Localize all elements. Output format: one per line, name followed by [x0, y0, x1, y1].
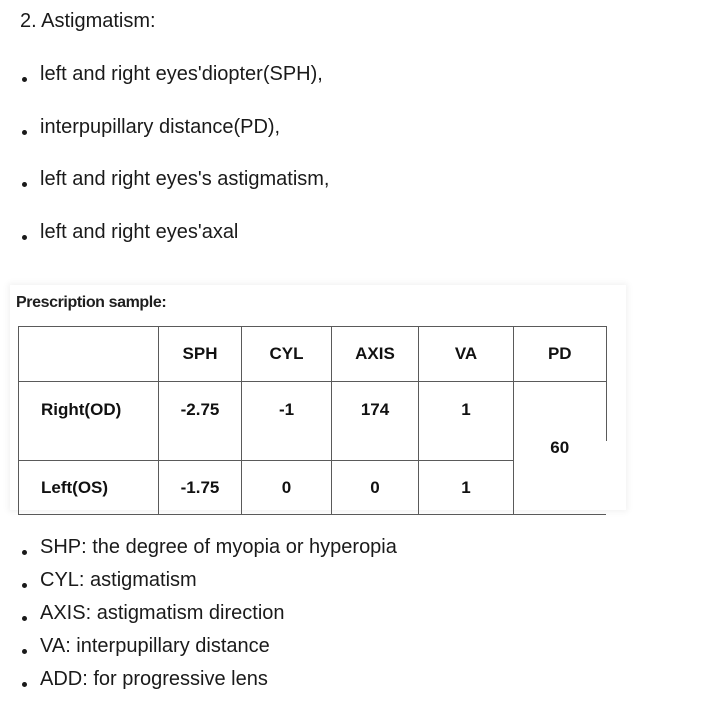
cell-pd: 60: [514, 382, 606, 515]
cell-cyl-right: -1: [242, 382, 332, 461]
table-row: [19, 382, 606, 461]
section-heading: 2. Astigmatism:: [20, 10, 156, 32]
legend-item-text: VA: interpupillary distance: [40, 635, 270, 657]
row-label-cell: [19, 461, 159, 515]
bullet-icon: [22, 550, 27, 555]
row-label-cell: [19, 382, 159, 461]
cell-sph-left: -1.75: [159, 461, 242, 515]
list-item-text: left and right eyes'diopter(SPH),: [40, 63, 323, 85]
header-cell-empty: [19, 327, 159, 382]
bullet-icon: [22, 77, 27, 82]
header-cell-sph: SPH: [159, 327, 242, 382]
bullet-icon: [22, 235, 27, 240]
header-cell-cyl: CYL: [242, 327, 332, 382]
legend-item: [22, 667, 397, 700]
legend-item: [22, 535, 397, 568]
cell-cyl-left: 0: [242, 461, 332, 515]
row-label-left: Left(OS): [41, 477, 109, 497]
bullet-icon: [22, 182, 27, 187]
legend-item: [22, 601, 397, 634]
legend-list: [22, 535, 397, 700]
header-cell-pd: PD: [514, 327, 606, 382]
legend-item: [22, 568, 397, 601]
bullet-icon: [22, 682, 27, 687]
table-header-row: [19, 327, 606, 382]
header-cell-va: VA: [419, 327, 514, 382]
bullet-icon: [22, 616, 27, 621]
bullet-icon: [22, 130, 27, 135]
cell-va-right: 1: [419, 382, 514, 461]
table-right-border: [606, 326, 607, 441]
requirements-list: [22, 62, 330, 272]
cell-axis-right: 174: [332, 382, 419, 461]
legend-item-text: ADD: for progressive lens: [40, 668, 268, 690]
list-item: [22, 62, 330, 115]
list-item: [22, 220, 330, 273]
cell-va-left: 1: [419, 461, 514, 515]
list-item: [22, 167, 330, 220]
legend-item: [22, 634, 397, 667]
cell-axis-left: 0: [332, 461, 419, 515]
list-item-text: left and right eyes'axal: [40, 220, 239, 243]
prescription-table: [18, 326, 606, 515]
cell-sph-right: -2.75: [159, 382, 242, 461]
row-label-right: Right(OD): [41, 400, 122, 419]
legend-item-text: CYL: astigmatism: [40, 569, 197, 591]
list-item: [22, 115, 330, 168]
legend-item-text: SHP: the degree of myopia or hyperopia: [40, 536, 397, 558]
header-cell-axis: AXIS: [332, 327, 419, 382]
bullet-icon: [22, 583, 27, 588]
list-item-text: interpupillary distance(PD),: [40, 115, 281, 138]
prescription-sample-title: Prescription sample:: [16, 294, 167, 311]
list-item-text: left and right eyes's astigmatism,: [40, 168, 330, 190]
bullet-icon: [22, 649, 27, 654]
legend-item-text: AXIS: astigmatism direction: [40, 602, 285, 624]
